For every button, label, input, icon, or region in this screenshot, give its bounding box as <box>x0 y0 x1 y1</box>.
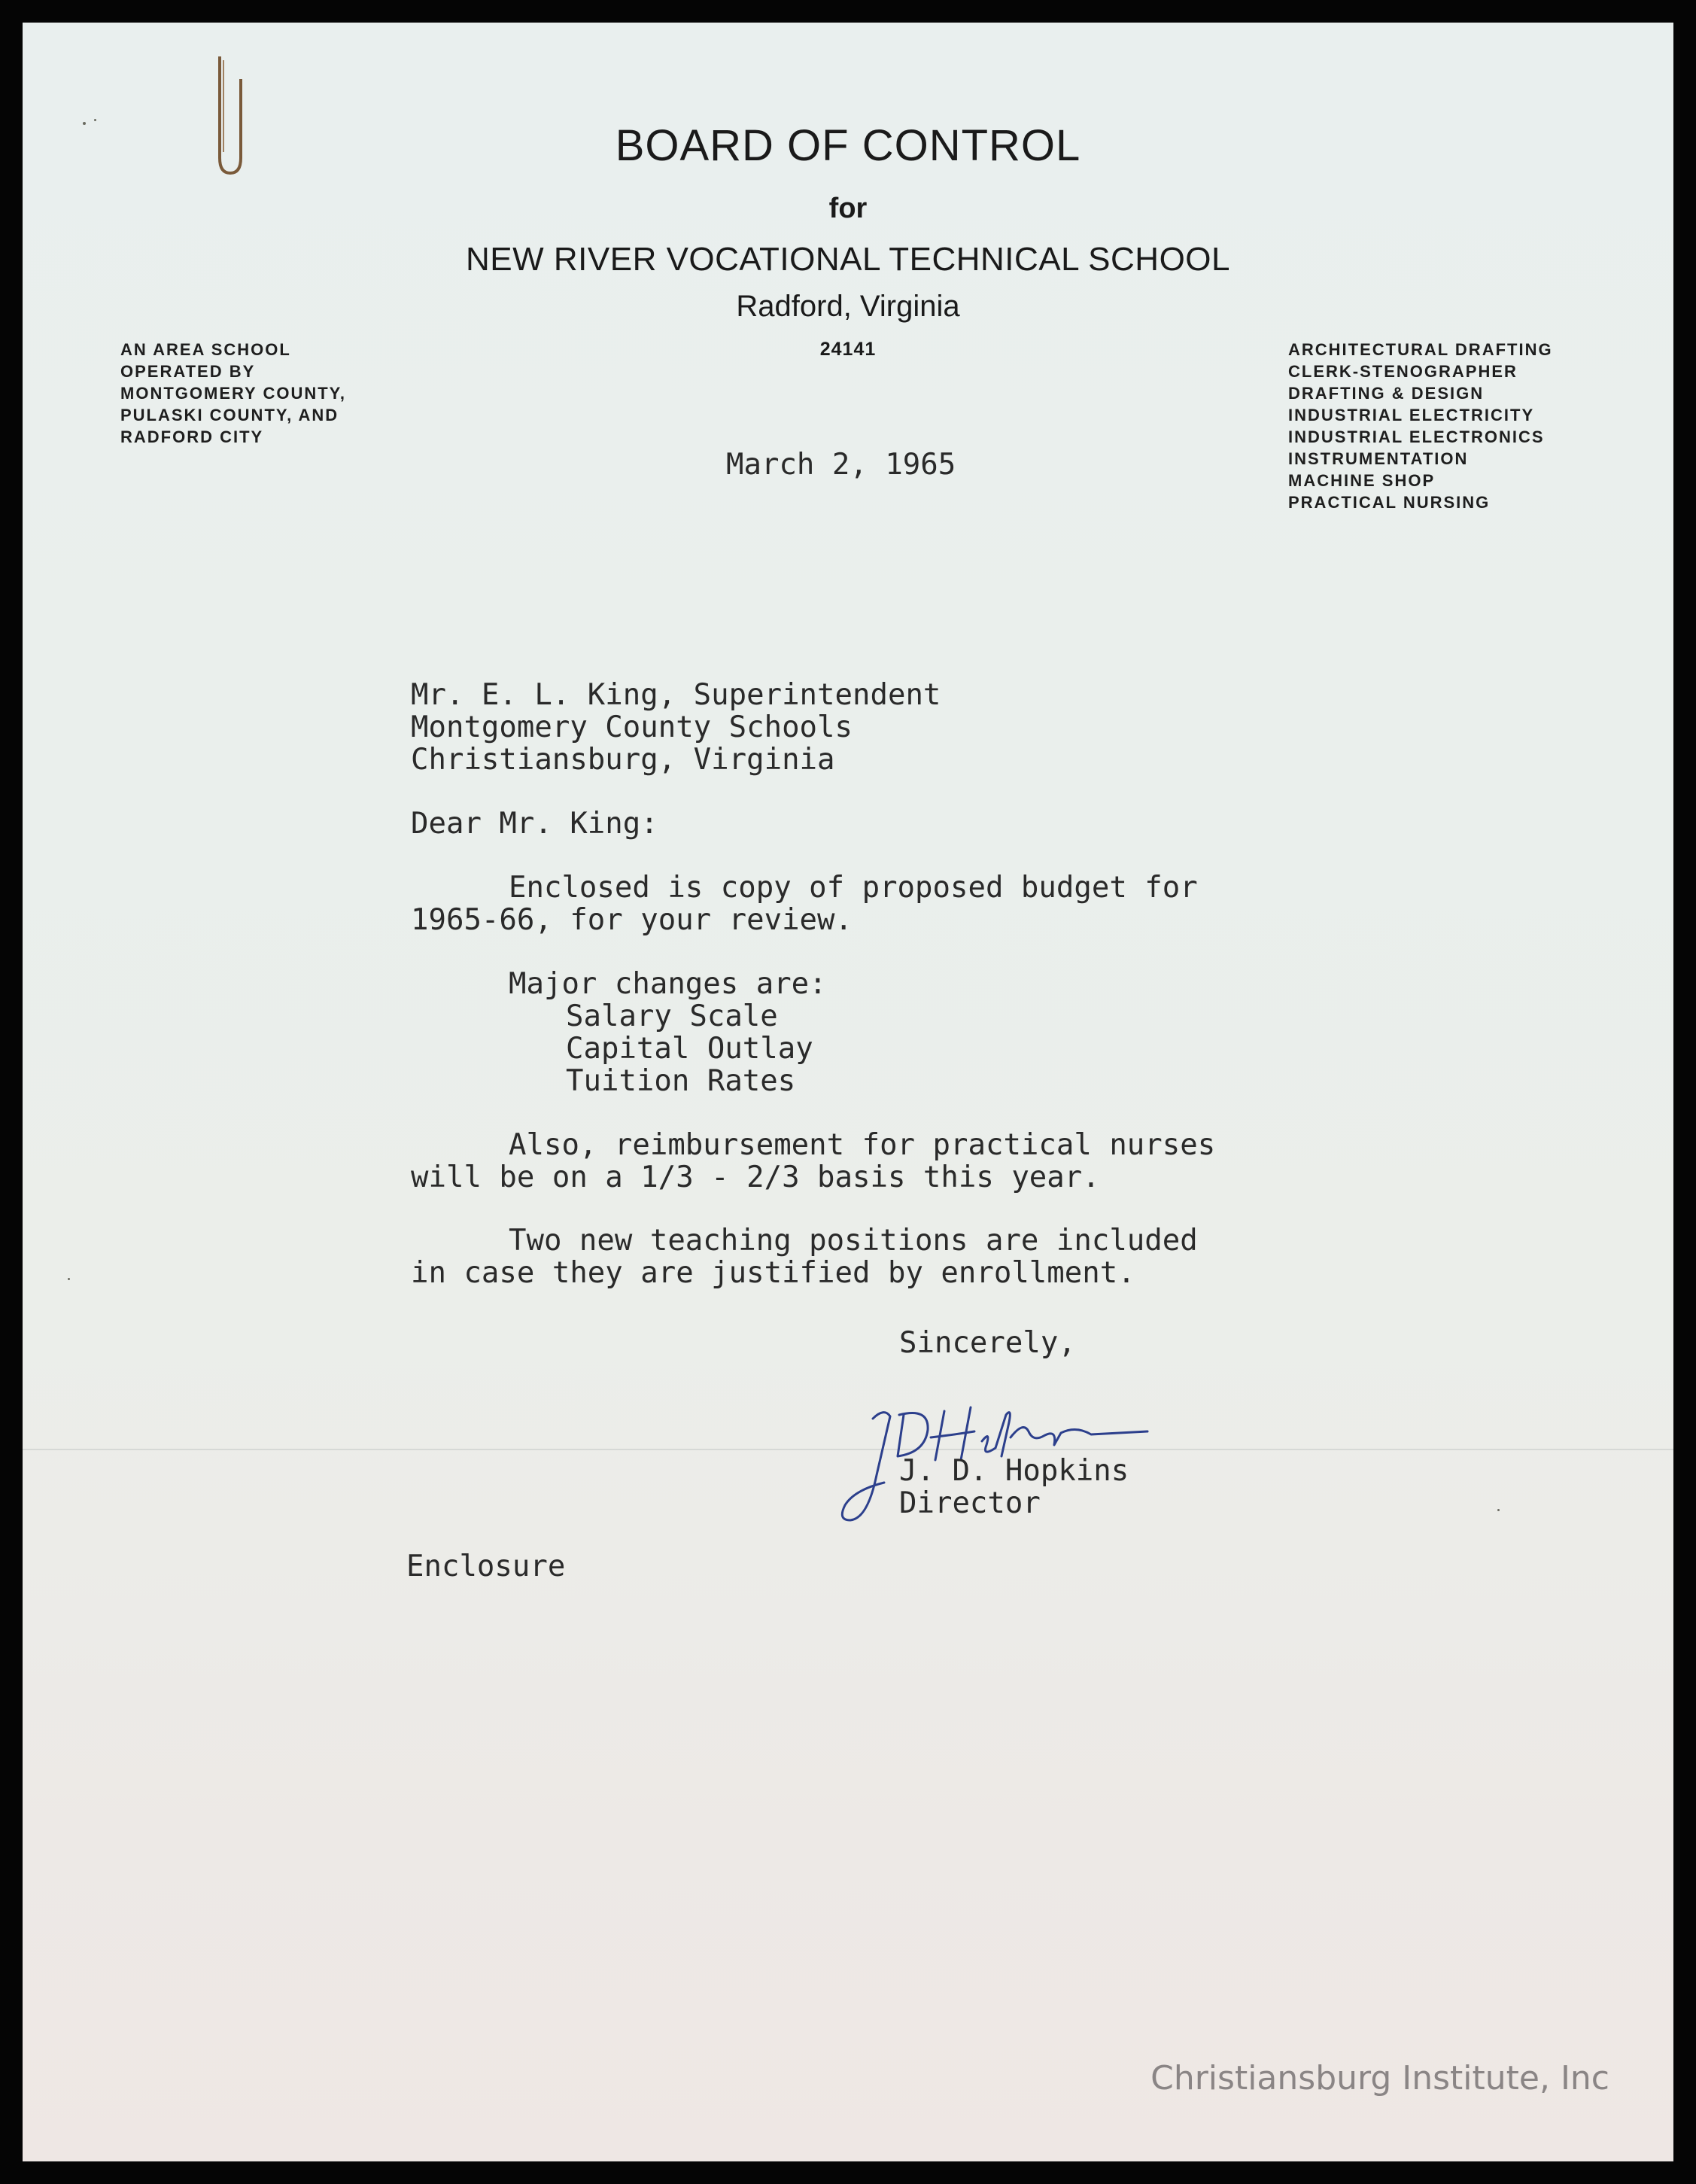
program-line: INDUSTRIAL ELECTRICITY <box>1288 406 1535 424</box>
salutation: Dear Mr. King: <box>411 807 658 841</box>
letterhead-school: NEW RIVER VOCATIONAL TECHNICAL SCHOOL <box>466 241 1230 278</box>
letterhead-zip: 24141 <box>819 339 877 360</box>
program-line: CLERK-STENOGRAPHER <box>1288 362 1518 381</box>
program-line: PRACTICAL NURSING <box>1288 493 1491 512</box>
recipient-line: Montgomery County Schools <box>411 710 853 744</box>
change-item: Salary Scale <box>566 999 778 1033</box>
operator-line: MONTGOMERY COUNTY, <box>120 384 347 403</box>
body-line: will be on a 1/3 - 2/3 basis this year. <box>411 1160 1100 1194</box>
letterhead-for: for <box>828 193 868 224</box>
body-line: 1965-66, for your review. <box>411 903 853 937</box>
operator-line: RADFORD CITY <box>120 427 264 446</box>
program-line: ARCHITECTURAL DRAFTING <box>1288 340 1553 359</box>
body-line: Enclosed is copy of proposed budget for <box>509 871 1198 905</box>
paper-spot <box>68 1278 70 1280</box>
program-line: INDUSTRIAL ELECTRONICS <box>1288 427 1545 446</box>
letterhead-city: Radford, Virginia <box>736 290 960 323</box>
body-line: Two new teaching positions are included <box>509 1224 1198 1258</box>
signer-name: J. D. Hopkins <box>899 1454 1129 1488</box>
operator-line: PULASKI COUNTY, AND <box>120 406 339 424</box>
operator-line: OPERATED BY <box>120 362 256 381</box>
letter-sheet <box>23 23 1673 2161</box>
change-item: Tuition Rates <box>566 1064 796 1098</box>
operator-line: AN AREA SCHOOL <box>120 340 291 359</box>
watermark: Christiansburg Institute, Inc <box>1150 2059 1609 2097</box>
body-line: in case they are justified by enrollment. <box>411 1256 1135 1290</box>
body-line: Also, reimbursement for practical nurses <box>509 1128 1216 1162</box>
letterhead-title: BOARD OF CONTROL <box>615 121 1081 170</box>
program-line: INSTRUMENTATION <box>1288 449 1469 468</box>
enclosure-note: Enclosure <box>406 1550 566 1583</box>
letter-date: March 2, 1965 <box>726 448 956 482</box>
recipient-line: Mr. E. L. King, Superintendent <box>411 678 941 712</box>
change-item: Capital Outlay <box>566 1032 813 1066</box>
closing: Sincerely, <box>899 1326 1076 1360</box>
programs-block <box>1288 339 1553 513</box>
paper-spot <box>1497 1509 1500 1511</box>
program-line: MACHINE SHOP <box>1288 471 1436 490</box>
school-operators-block <box>120 339 346 448</box>
signer-title: Director <box>899 1486 1041 1520</box>
recipient-line: Christiansburg, Virginia <box>411 743 835 777</box>
program-line: DRAFTING & DESIGN <box>1288 384 1485 403</box>
changes-intro: Major changes are: <box>509 967 827 1001</box>
